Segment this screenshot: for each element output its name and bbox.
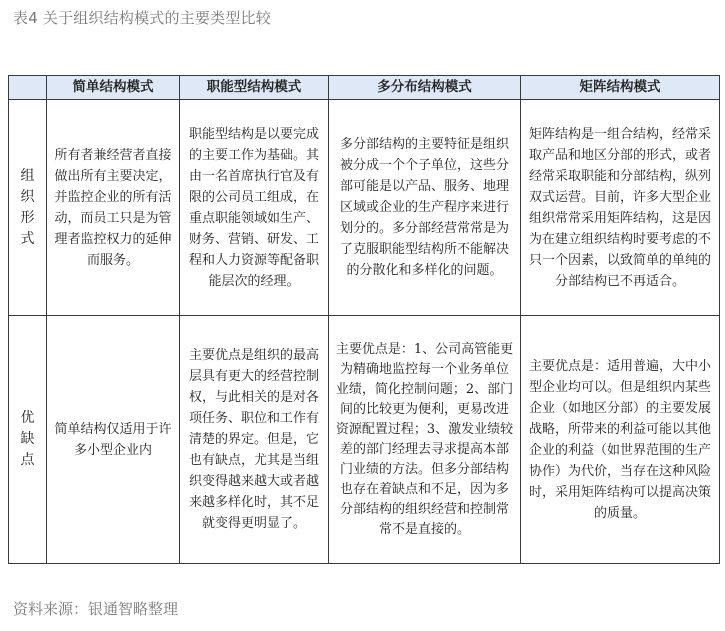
cell-matrix-form: 矩阵结构是一组合结构，经常采取产品和地区分部的形式，或者经常采取职能和分部结构，纵列双式运营。目前，许多大型企业组织常常采用矩阵结构，这是因为在建立组织结构时要考虑的不只一个因素，以致简单的单纯的分部结构已不再适合。 — [521, 100, 720, 316]
row-label-char: 点 — [20, 452, 35, 468]
cell-functional-form: 职能型结构是以要完成的主要工作为基础。其由一名首席执行官及有限的公司员工组成，在重点职能领域如生产、财务、营销、研发、工程和人力资源等配备职能层次的经理。 — [180, 100, 329, 316]
row-label-char: 优 — [20, 410, 35, 426]
cell-simple-form: 所有者兼经营者直接做出所有主要决定，并监控企业的所有活动，而员工只是为管理者监控权力的延伸而服务。 — [47, 100, 180, 316]
source-note: 资料来源：银通智略整理 — [13, 600, 179, 618]
row-label-pros-cons — [9, 316, 47, 564]
comparison-table — [8, 75, 720, 564]
header-simple-structure: 简单结构模式 — [47, 76, 180, 100]
row-label-organization-form — [9, 100, 47, 316]
row-label-char: 形 — [20, 209, 35, 226]
header-corner — [9, 76, 47, 100]
cell-simple-pros-cons: 简单结构仅适用于许多小型企业内 — [47, 316, 180, 564]
table-row — [9, 316, 720, 564]
row-label-char: 织 — [20, 188, 35, 205]
row-label-char: 缺 — [20, 431, 35, 447]
cell-matrix-pros-cons: 主要优点是：适用普遍，大中小型企业均可以。但是组织内某些企业（如地区分部）的主要发展战略，所带来的利益可能以其他企业的利益（如世界范围的生产协作）为代价，当存在这种风险时，采用矩阵结构可以提高决策的质量。 — [521, 316, 720, 564]
header-matrix-structure: 矩阵结构模式 — [521, 76, 720, 100]
header-functional-structure: 职能型结构模式 — [180, 76, 329, 100]
table-row — [9, 100, 720, 316]
header-multidivisional-structure: 多分布结构模式 — [329, 76, 521, 100]
row-label-char: 式 — [20, 230, 35, 247]
cell-multidivisional-form: 多分部结构的主要特征是组织被分成一个个子单位，这些分部可能是以产品、服务、地理区域或企业的生产程序来进行划分的。多分部经营常常是为了克服职能型结构所不能解决的分散化和多样化的问题。 — [329, 100, 521, 316]
table-header-row — [9, 76, 720, 100]
row-label-char: 组 — [20, 167, 35, 184]
cell-multidivisional-pros-cons: 主要优点是：1、公司高管能更为精确地监控每一个业务单位业绩，简化控制问题；2、部门间的比较更为便利，更易改进资源配置过程；3、激发业绩较差的部门经理去寻求提高本部门业绩的方法。但多分部结构也存在着缺点和不足，因为多分部结构的组织经营和控制常常不是直接的。 — [329, 316, 521, 564]
table-caption: 表4 关于组织结构模式的主要类型比较 — [13, 9, 271, 27]
cell-functional-pros-cons: 主要优点是组织的最高层具有更大的经营控制权，与此相关的是对各项任务、职位和工作有清楚的界定。但是，它也有缺点，尤其是当组织变得越来越大或者越来越多样化时，其不足就变得更明显了。 — [180, 316, 329, 564]
